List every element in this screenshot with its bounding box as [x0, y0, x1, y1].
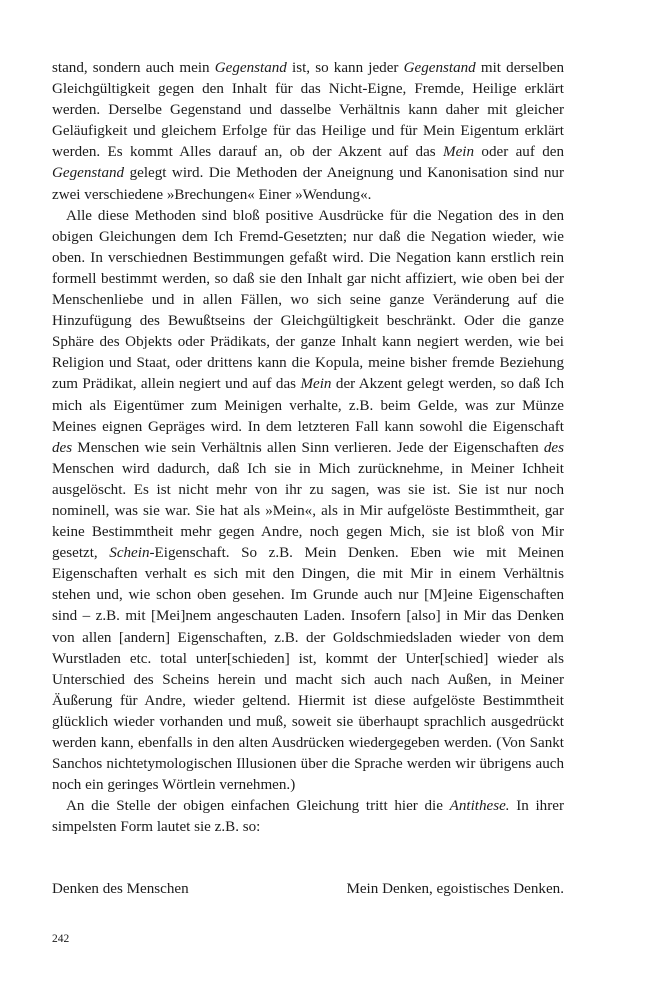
emphasis-run: Schein	[109, 545, 150, 562]
paragraph	[52, 796, 564, 838]
text-run: oder auf den	[474, 144, 564, 161]
text-body	[52, 58, 564, 838]
text-run: Menschen wird dadurch, daß Ich sie in Mich zurücknehme, in Meiner Ichheit ausgelöscht. Es ist nicht mehr von ihr zu sagen, was sie ist. Sie ist nur noch nominell, was sie war. Sie hat als »Mein«, als in Mir aufgelöste Bestimmtheit, gar keine Bestimmtheit mehr gegen Andre, noch gegen Mich, sie ist bloß von Mir gesetzt,	[52, 460, 564, 562]
emphasis-run: Gegenstand	[52, 165, 125, 182]
text-run: An die Stelle der obigen einfachen Gleichung tritt hier die	[66, 798, 450, 815]
text-run: In ihrer simpelsten Form lautet sie z.B. so:	[52, 798, 564, 836]
emphasis-run: Mein	[443, 144, 475, 161]
emphasis-run: des	[52, 439, 73, 456]
paragraph	[52, 206, 564, 797]
emphasis-run: Antithese.	[449, 798, 510, 815]
text-run: mit derselben Gleichgültigkeit gegen den Inhalt für das Nicht-Eigne, Fremde, Heilige erklärt werden. Derselbe Gegenstand und dasselbe Verhältnis kann daher mit gleicher Geläufigkeit und gleichem Erfolge für das Heilige und für Mein Eigentum erklärt werden. Es kommt Alles darauf an, ob der Akzent auf das	[52, 60, 564, 161]
text-run: Menschen wie sein Verhältnis allen Sinn verlieren. Jede der Eigenschaften	[72, 439, 544, 456]
antithesis-right: Mein Denken, egoistisches Denken.	[346, 881, 564, 897]
text-run: -Eigenschaft. So z.B. Mein Denken. Eben wie mit Meinen Eigenschaften verhalt es sich mit den Dingen, die mit Mir in einem Verhältnis stehen und, wie schon oben gesehen. Im Grunde auch nur [M]eine Eigenschaften sind – z.B. mit [Mei]nem angeschauten Laden. Insofern [also] in Mir das Denken von allen [andern] Eigenschaften, z.B. der Goldschmiedsladen wieder von dem Wurstladen etc. total unter[schieden] ist, kommt der Unter[schied] wieder als Unterschied des Scheins herein und macht sich auch nach Außen, in Meiner Äußerung für Andre, wieder geltend. Hiermit ist diese aufgelöste Bestimmtheit glücklich wieder vorhanden und muß, soweit sie überhaupt sprachlich ausgedrückt werden kann, ebenfalls in den alten Ausdrücken wiedergegeben werden. (Von Sankt Sanchos nichtetymologischen Illusionen über die Sprache werden wir übrigens auch noch ein geringes Wörtlein vernehmen.)	[52, 545, 565, 794]
paragraph	[52, 58, 564, 206]
text-run: ist, so kann jeder	[286, 60, 404, 76]
emphasis-run: Gegenstand	[214, 60, 287, 76]
page-body	[52, 58, 565, 897]
text-run: gelegt wird. Die Methoden der Aneignung und Kanonisation sind nur zwei verschiedene »Brechungen« Einer »Wendung«.	[52, 165, 564, 203]
page-number: 242	[52, 933, 70, 945]
antithesis-left: Denken des Menschen	[52, 881, 189, 897]
emphasis-run: Gegenstand	[403, 60, 476, 76]
text-run: der Akzent gelegt werden, so daß Ich mich als Eigentümer zum Meinigen verhalte, z.B. beim Gelde, was zur Münze Meines eignen Gepräges wird. In dem letzteren Fall kann sowohl die Eigenschaft	[52, 376, 564, 435]
emphasis-run: Mein	[300, 376, 332, 393]
emphasis-run: des	[543, 439, 564, 456]
text-run: stand, sondern auch mein	[52, 60, 215, 76]
text-run: Alle diese Methoden sind bloß positive Ausdrücke für die Negation des in den obigen Gleichungen dem Ich Fremd-Gesetzten; nur daß die Negation wieder, wie oben. In verschiednen Bestimmungen gefaßt wird. Die Negation kann erstlich rein formell bestimmt werden, so daß sie den Inhalt gar nicht affiziert, wie oben bei der Menschenliebe und in allen Fällen, wo sich seine ganze Veränderung auf die Hinzufügung des Bewußtseins der Gleichgültigkeit beschränkt. Oder die ganze Sphäre des Objekts oder Prädikats, der ganze Inhalt kann negiert werden, wie bei Religion und Staat, oder drittens kann die Kopula, meine bisher fremde Beziehung zum Prädikat, allein negiert und auf das	[52, 207, 564, 393]
